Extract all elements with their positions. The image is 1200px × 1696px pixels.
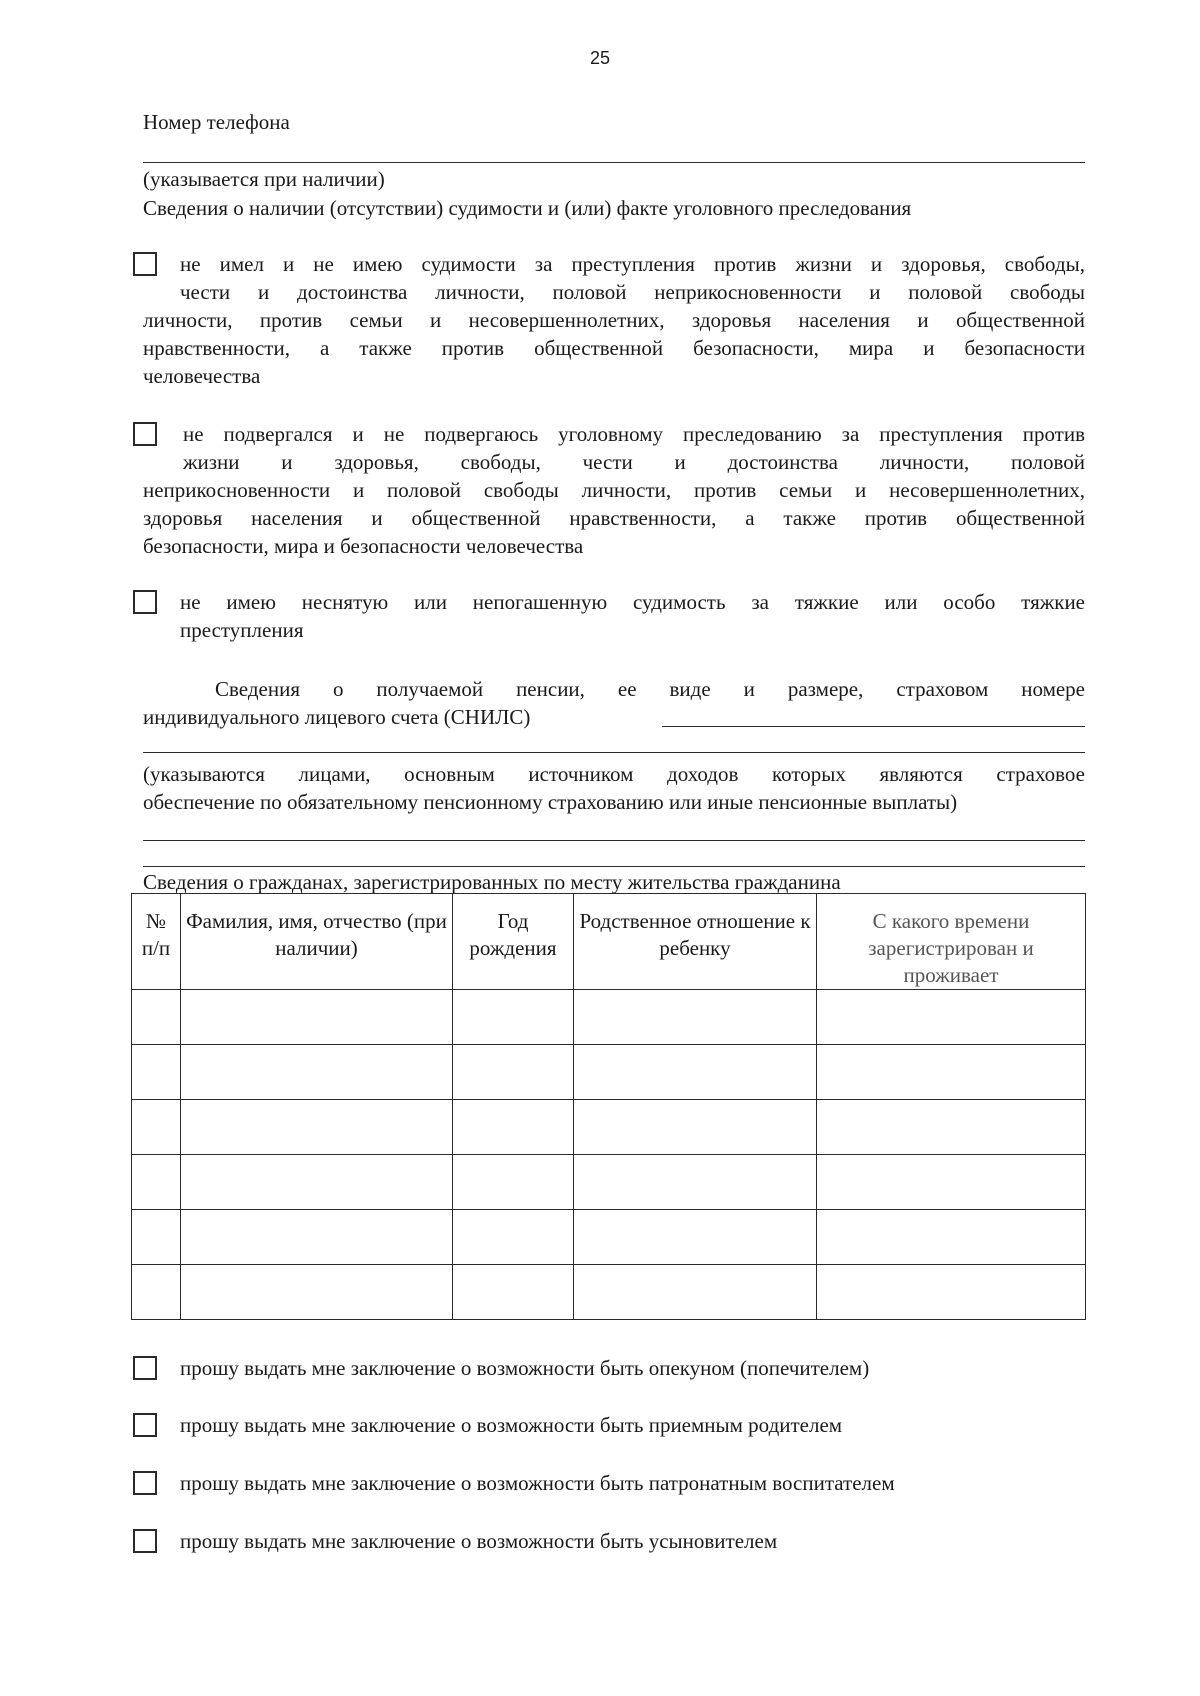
pension-hint-line-2: обеспечение по обязательному пенсионному страхованию или иные пенсионные выплаты) (143, 790, 958, 814)
table-row (132, 990, 1086, 1045)
no-prosecution-text (143, 420, 1085, 560)
option-line: человечества (143, 364, 261, 388)
cell-birth-year[interactable] (453, 1045, 574, 1100)
cell-registered-since[interactable] (817, 1045, 1086, 1100)
pension-extra-line[interactable] (143, 840, 1085, 841)
option-line: не подвергался и не подвергаюсь уголовному преследованию за преступления против (183, 422, 1085, 446)
cell-birth-year[interactable] (453, 1155, 574, 1210)
table-header-row (132, 894, 1086, 990)
option-line: преступления (180, 618, 304, 642)
page-number: 25 (589, 48, 611, 68)
pension-line-2: индивидуального лицевого счета (СНИЛС) (143, 705, 531, 729)
cell-number[interactable] (132, 1045, 181, 1100)
cell-registered-since[interactable] (817, 1265, 1086, 1320)
option-line: не имел и не имею судимости за преступления против жизни и здоровья, свободы, (180, 252, 1085, 276)
residents-top-line (143, 866, 1085, 867)
no-grave-conviction-checkbox[interactable] (133, 590, 157, 614)
cell-number[interactable] (132, 1210, 181, 1265)
option-line: неприкосновенности и половой свободы личности, против семьи и несовершеннолетних, (143, 478, 1085, 502)
col-full-name: Фамилия, имя, отчество (при наличии) (181, 894, 453, 990)
patronage-educator-request-checkbox[interactable] (133, 1471, 157, 1495)
pension-hint-line-1: (указываются лицами, основным источником доходов которых являются страховое (143, 762, 1085, 786)
table-row (132, 1100, 1086, 1155)
option-line: чести и достоинства личности, половой неприкосновенности и половой свободы (180, 280, 1085, 304)
cell-number[interactable] (132, 1100, 181, 1155)
snils-input-line[interactable] (662, 726, 1085, 727)
option-line: жизни и здоровья, свободы, чести и достоинства личности, половой (183, 450, 1085, 474)
cell-full-name[interactable] (181, 1100, 453, 1155)
cell-registered-since[interactable] (817, 1155, 1086, 1210)
no-grave-conviction-text (180, 588, 1085, 644)
phone-hint: (указывается при наличии) (143, 167, 385, 191)
no-conviction-text (143, 250, 1085, 390)
criminal-record-heading: Сведения о наличии (отсутствии) судимости и (или) факте уголовного преследования (143, 196, 912, 220)
cell-relationship[interactable] (574, 1100, 817, 1155)
cell-full-name[interactable] (181, 1045, 453, 1100)
cell-relationship[interactable] (574, 990, 817, 1045)
cell-full-name[interactable] (181, 1155, 453, 1210)
cell-number[interactable] (132, 990, 181, 1045)
cell-relationship[interactable] (574, 1045, 817, 1100)
foster-parent-request-checkbox[interactable] (133, 1413, 157, 1437)
residents-heading: Сведения о гражданах, зарегистрированных по месту жительства гражданина (143, 870, 841, 894)
table-row (132, 1265, 1086, 1320)
col-relationship: Родственное отношение к ребенку (574, 894, 817, 990)
col-birth-year: Год рождения (453, 894, 574, 990)
cell-registered-since[interactable] (817, 990, 1086, 1045)
cell-birth-year[interactable] (453, 990, 574, 1045)
cell-registered-since[interactable] (817, 1210, 1086, 1265)
adopter-request-label: прошу выдать мне заключение о возможности быть усыновителем (180, 1529, 778, 1553)
adopter-request-checkbox[interactable] (133, 1529, 157, 1553)
cell-birth-year[interactable] (453, 1210, 574, 1265)
cell-full-name[interactable] (181, 1265, 453, 1320)
cell-birth-year[interactable] (453, 1100, 574, 1155)
cell-relationship[interactable] (574, 1210, 817, 1265)
residents-table (131, 893, 1086, 1320)
option-line: не имею неснятую или непогашенную судимость за тяжкие или особо тяжкие (180, 590, 1085, 614)
guardian-request-label: прошу выдать мне заключение о возможности быть опекуном (попечителем) (180, 1356, 870, 1380)
option-line: здоровья населения и общественной нравственности, а также против общественной (143, 506, 1085, 530)
cell-relationship[interactable] (574, 1265, 817, 1320)
phone-label: Номер телефона (143, 110, 290, 134)
col-registered-since: С какого времени зарегистрирован и проживает (817, 894, 1086, 990)
table-row (132, 1210, 1086, 1265)
pension-line-1: Сведения о получаемой пенсии, ее виде и размере, страховом номере (215, 677, 1085, 701)
option-line: личности, против семьи и несовершеннолетних, здоровья населения и общественной (143, 308, 1085, 332)
foster-parent-request-label: прошу выдать мне заключение о возможности быть приемным родителем (180, 1413, 843, 1437)
table-row (132, 1045, 1086, 1100)
guardian-request-checkbox[interactable] (133, 1356, 157, 1380)
cell-full-name[interactable] (181, 1210, 453, 1265)
option-line: безопасности, мира и безопасности человечества (143, 534, 584, 558)
phone-input-line[interactable] (143, 162, 1085, 163)
cell-birth-year[interactable] (453, 1265, 574, 1320)
col-number: № п/п (132, 894, 181, 990)
cell-registered-since[interactable] (817, 1100, 1086, 1155)
option-line: нравственности, а также против общественной безопасности, мира и безопасности (143, 336, 1085, 360)
cell-number[interactable] (132, 1155, 181, 1210)
cell-number[interactable] (132, 1265, 181, 1320)
cell-relationship[interactable] (574, 1155, 817, 1210)
cell-full-name[interactable] (181, 990, 453, 1045)
patronage-educator-request-label: прошу выдать мне заключение о возможности быть патронатным воспитателем (180, 1471, 895, 1495)
pension-input-line[interactable] (143, 752, 1085, 753)
table-row (132, 1155, 1086, 1210)
